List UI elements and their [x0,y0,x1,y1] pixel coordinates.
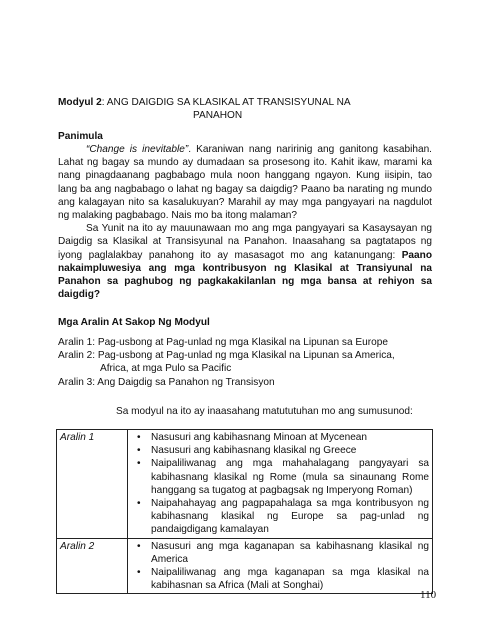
objectives-table [56,429,433,594]
bullet-icon: • [137,498,141,510]
page-number: 110 [420,589,437,601]
paragraph-2-text: Sa Yunit na ito ay mauunawaan mo ang mga pangyayari sa Kasaysayan ng Daigdig sa Klasikal at Transisyunal na Panahon. Inaasahang sa pagtatapos ng iyong paglalakbay panahong ito ay masasagot mo ang katanungang: [58,223,432,261]
list-item [131,566,429,592]
row-label: Aralin 1 [57,430,128,539]
list-item [131,431,429,444]
module-title-line1 [58,96,438,109]
panimula-paragraph-2 [58,222,432,301]
paragraph-1-text: . Karaniwan nang naririnig ang ganitong kasabihan. Lahat ng bagay sa mundo ay dumadaan sa prosesong ito. Kahit ikaw, marami ka nang pinagdaanang pagbabago mula noon hanggang ngayon. Kung iisipin, tao lang ba ang nagbabago o lahat ng bagay sa daigdig? Paano ba narating ng mundo ang kalagayan nito sa kasalukuyan? Marahil ay may mga pangyayari na nagdulot ng malaking pagbabago. Nais mo ba itong malaman? [58,144,432,222]
objectives-intro: Sa modyul na ito ay inaasahang matututuhan mo ang sumusunod: [116,406,413,417]
row-objectives [128,538,433,594]
bullet-icon: • [137,458,141,470]
objective-text: Nasusuri ang kabihasnang klasikal ng Greece [151,445,357,457]
row-label: Aralin 2 [57,538,128,594]
bullet-icon: • [137,445,141,457]
aralin-2-item: Aralin 2: Pag-usbong at Pag-unlad ng mga Klasikal na Lipunan sa America, [58,350,395,362]
objective-text: Naipaliliwanag ang mga kaganapan sa mga klasikal na kabihasnan sa Africa (Mali at Songhai) [151,567,429,592]
table-row [57,538,433,594]
module-number: Modyul 2 [58,97,102,108]
bullet-icon: • [137,540,141,552]
quote-text: “Change is inevitable” [86,144,189,155]
aralin-3-item: Aralin 3: Ang Daigdig sa Panahon ng Transisyon [58,376,275,388]
aralin-1-item: Aralin 1: Pag-usbong at Pag-unlad ng mga Klasikal na Lipunan sa Europe [58,337,388,348]
bullet-icon: • [137,432,141,443]
bullet-icon: • [137,567,141,579]
guiding-question: Paano nakaimpluwesiya ang mga kontribusyon ng Klasikal at Transiyunal na Panahon sa paghubog ng pagkakakilanlan ng mga bansa at rehiyon sa daigdig? [58,249,432,301]
panimula-paragraph-1 [58,143,432,222]
list-item [131,444,429,457]
list-item [131,497,429,537]
row-objectives [128,430,433,539]
module-title-line2: PANAHON [193,110,243,122]
list-item [131,457,429,497]
objective-text: Naipahahayag ang pagpapahalaga sa mga kontribusyon ng kabihasnang klasikal ng Europe sa pag-unlad ng pandaigdigang kamalayan [151,498,429,536]
list-item [131,540,429,566]
panimula-body [58,143,432,301]
objective-text: Naipaliliwanag ang mga mahahalagang pangyayari sa kabihasnang klasikal ng Rome (mula sa sinaunang Rome hanggang sa tugatog at pagbagsak ng Imperyong Roman) [151,458,429,496]
objective-text: Nasusuri ang mga kaganapan sa kabihasnang klasikal ng America [151,540,429,565]
panimula-heading: Panimula [58,131,103,142]
module-title-text: : ANG DAIGDIG SA KLASIKAL AT TRANSISYUNAL NA [101,97,351,108]
module-title [58,96,438,122]
objective-text: Nasusuri ang kabihasnang Minoan at Mycenean [151,432,368,443]
aralin-2-item-continued: Africa, at mga Pulo sa Pacific [100,363,232,375]
table-row [57,430,433,539]
aralin-heading: Mga Aralin At Sakop Ng Modyul [58,317,210,328]
aralin-list [58,336,438,389]
